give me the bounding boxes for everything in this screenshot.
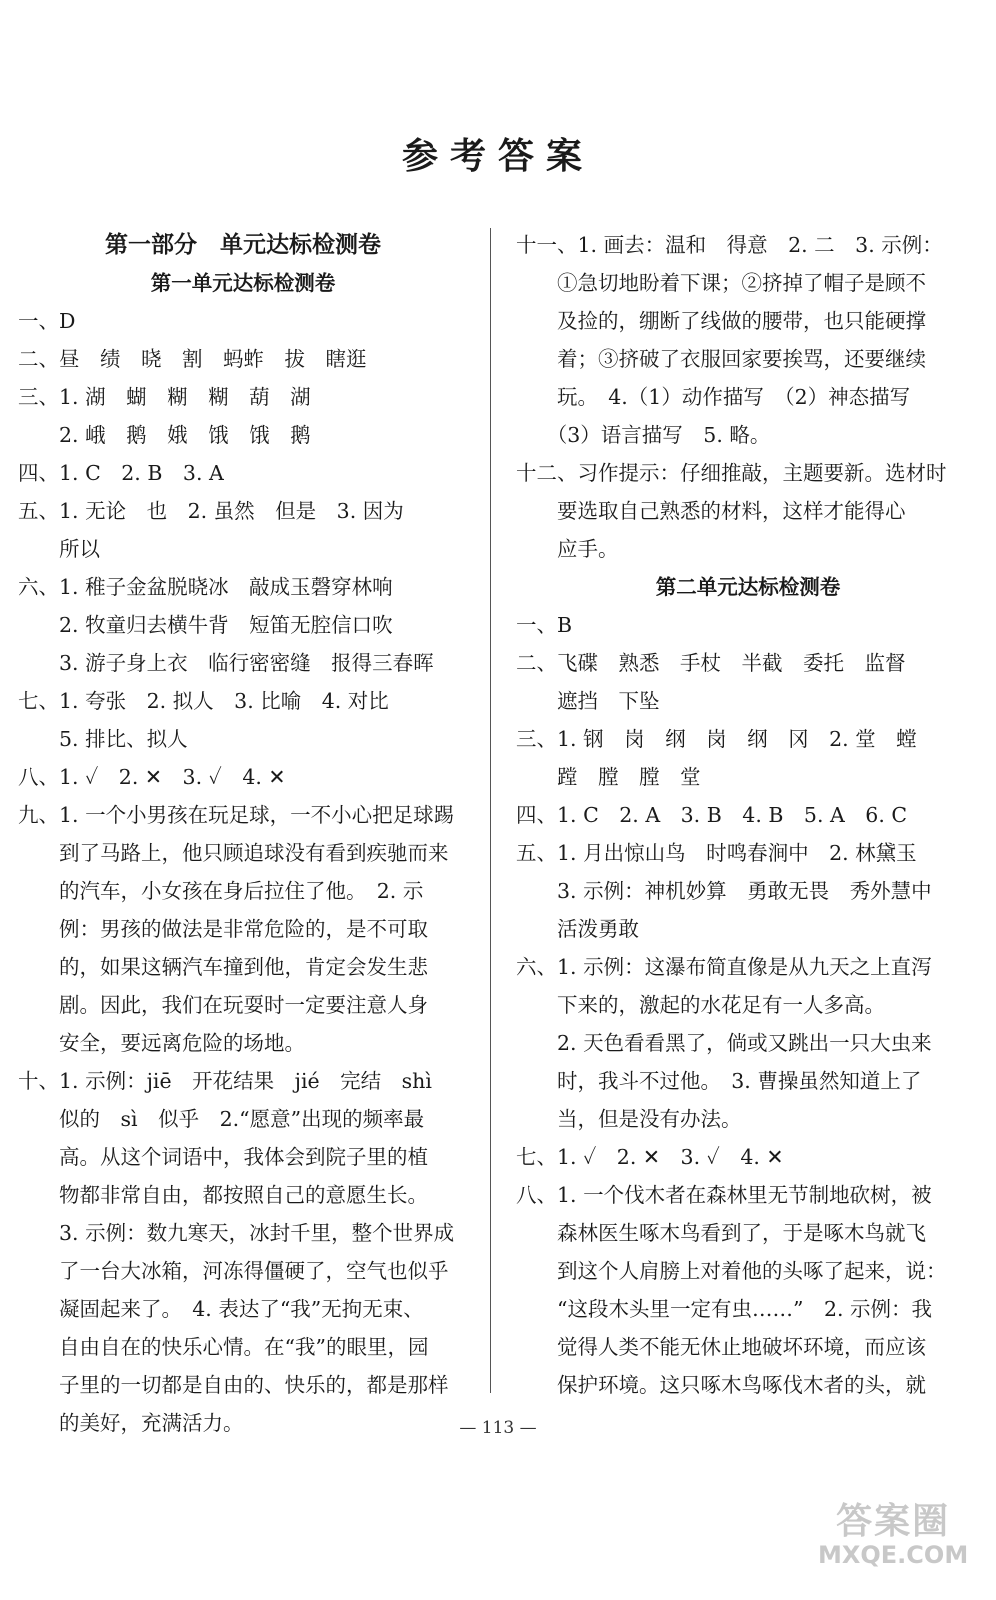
answer-line: 安全，要远离危险的场地。 — [18, 1031, 305, 1055]
answer-line: 八、1. ✓ 2. ✕ 3. ✓ 4. ✕ — [18, 765, 286, 789]
answer-line: 下来的，激起的水花足有一人多高。 — [516, 993, 885, 1017]
page-title: 参考答案 — [401, 135, 594, 177]
answer-line: 七、1. 夸张 2. 拟人 3. 比喻 4. 对比 — [18, 689, 389, 713]
right-answer-list-bottom — [516, 606, 980, 1404]
answer-line: 蹚 膛 膛 堂 — [516, 765, 701, 789]
unit-title-2: 第二单元达标检测卷 — [655, 575, 841, 599]
answer-line: 十二、习作提示：仔细推敲，主题要新。选材时 — [516, 461, 947, 485]
answer-line: 3. 示例：神机妙算 勇敢无畏 秀外慧中 — [516, 879, 932, 903]
answer-line: 了一台大冰箱，河冻得僵硬了，空气也似乎 — [18, 1259, 449, 1283]
left-column — [18, 226, 468, 1442]
unit-title-1: 第一单元达标检测卷 — [150, 271, 336, 295]
answer-line: 的汽车，小女孩在身后拉住了他。 2. 示 — [18, 879, 424, 903]
answer-line: 高。从这个词语中，我体会到院子里的植 — [18, 1145, 428, 1169]
answer-line: 九、1. 一个小男孩在玩足球，一不小心把足球踢 — [18, 803, 455, 827]
answer-line: 凝固起来了。 4. 表达了“我”无拘无束、 — [18, 1297, 424, 1321]
answer-line: 到了马路上，他只顾追球没有看到疾驰而来 — [18, 841, 449, 865]
answer-line: 二、飞碟 熟悉 手杖 半截 委托 监督 — [516, 651, 906, 675]
answer-line: 十一、1. 画去：温和 得意 2. 二 3. 示例： — [516, 233, 943, 257]
answer-line: 5. 排比、拟人 — [18, 727, 188, 751]
answer-line: 六、1. 示例：这瀑布简直像是从九天之上直泻 — [516, 955, 932, 979]
page-number: — 113 — — [459, 1418, 537, 1438]
answer-line: 着；③挤破了衣服回家要挨骂，还要继续 — [516, 347, 926, 371]
answer-line: 物都非常自由，都按照自己的意愿生长。 — [18, 1183, 428, 1207]
answer-line: 例：男孩的做法是非常危险的，是不可取 — [18, 917, 428, 941]
answer-line: 五、1. 月出惊山鸟 时鸣春涧中 2. 林黛玉 — [516, 841, 917, 865]
watermark-logo — [818, 1502, 968, 1568]
answer-line: 时，我斗不过他。 3. 曹操虽然知道上了 — [516, 1069, 922, 1093]
left-answer-list — [18, 302, 468, 1442]
answer-line: 似的 sì 似乎 2.“愿意”出现的频率最 — [18, 1107, 425, 1131]
answer-line: “这段木头里一定有虫……” 2. 示例：我 — [516, 1297, 933, 1321]
column-divider — [490, 228, 491, 1393]
answer-line: 一、B — [516, 613, 573, 637]
answer-line: 七、1. ✓ 2. ✕ 3. ✓ 4. ✕ — [516, 1145, 784, 1169]
answer-line: 剧。因此，我们在玩耍时一定要注意人身 — [18, 993, 428, 1017]
answer-line: 四、1. C 2. B 3. A — [18, 461, 224, 485]
watermark-en: MXQE.COM — [818, 1540, 969, 1569]
answer-line: （3）语言描写 5. 略。 — [516, 423, 771, 447]
answer-line: 及捡的，绷断了线做的腰带，也只能硬撑 — [516, 309, 926, 333]
answer-line: 森林医生啄木鸟看到了，于是啄木鸟就飞 — [516, 1221, 926, 1245]
answer-line: 保护环境。这只啄木鸟啄伐木者的头，就 — [516, 1373, 926, 1397]
answer-line: 3. 示例：数九寒天，冰封千里，整个世界成 — [18, 1221, 455, 1245]
right-column — [516, 226, 980, 1404]
answer-line: 的美好，充满活力。 — [18, 1411, 244, 1435]
answer-line: 到这个人肩膀上对着他的头啄了起来，说： — [516, 1259, 947, 1283]
answer-line: 一、D — [18, 309, 76, 333]
answer-line: 觉得人类不能无休止地破坏环境，而应该 — [516, 1335, 926, 1359]
answer-line: 的，如果这辆汽车撞到他，肯定会发生悲 — [18, 955, 428, 979]
answer-line: 3. 游子身上衣 临行密密缝 报得三春晖 — [18, 651, 434, 675]
answer-line: 四、1. C 2. A 3. B 4. B 5. A 6. C — [516, 803, 908, 827]
answer-line: 自由自在的快乐心情。在“我”的眼里，园 — [18, 1335, 429, 1359]
answer-line: 二、昼 绩 晓 割 蚂蚱 拔 瞎逛 — [18, 347, 367, 371]
answer-line: 2. 峨 鹅 娥 饿 饿 鹅 — [18, 423, 311, 447]
answer-line: 子里的一切都是自由的、快乐的，都是那样 — [18, 1373, 449, 1397]
answer-line: 十、1. 示例：jiē 开花结果 jié 完结 shì — [18, 1069, 432, 1093]
answer-line: 六、1. 稚子金盆脱晓冰 敲成玉磬穿林响 — [18, 575, 393, 599]
answer-line: 三、1. 湖 蝴 糊 糊 葫 湖 — [18, 385, 311, 409]
answer-line: 应手。 — [516, 537, 619, 561]
answer-line: 玩。 4.（1）动作描写 （2）神态描写 — [516, 385, 911, 409]
answer-line: 活泼勇敢 — [516, 917, 639, 941]
answer-line: ①急切地盼着下课；②挤掉了帽子是顾不 — [516, 271, 926, 295]
answer-line: 2. 天色看看黑了，倘或又跳出一只大虫来 — [516, 1031, 932, 1055]
answer-line: 八、1. 一个伐木者在森林里无节制地砍树，被 — [516, 1183, 932, 1207]
answer-line: 三、1. 钢 岗 纲 岗 纲 冈 2. 堂 螳 — [516, 727, 917, 751]
answer-line: 2. 牧童归去横牛背 短笛无腔信口吹 — [18, 613, 393, 637]
answer-line: 五、1. 无论 也 2. 虽然 但是 3. 因为 — [18, 499, 404, 523]
part-title: 第一部分 单元达标检测卷 — [105, 231, 381, 258]
watermark-cn: 答案圈 — [836, 1501, 951, 1542]
answer-line: 当，但是没有办法。 — [516, 1107, 742, 1131]
answer-line: 遮挡 下坠 — [516, 689, 660, 713]
answer-line: 要选取自己熟悉的材料，这样才能得心 — [516, 499, 906, 523]
right-answer-list-top — [516, 226, 980, 568]
answer-line: 所以 — [18, 537, 100, 561]
